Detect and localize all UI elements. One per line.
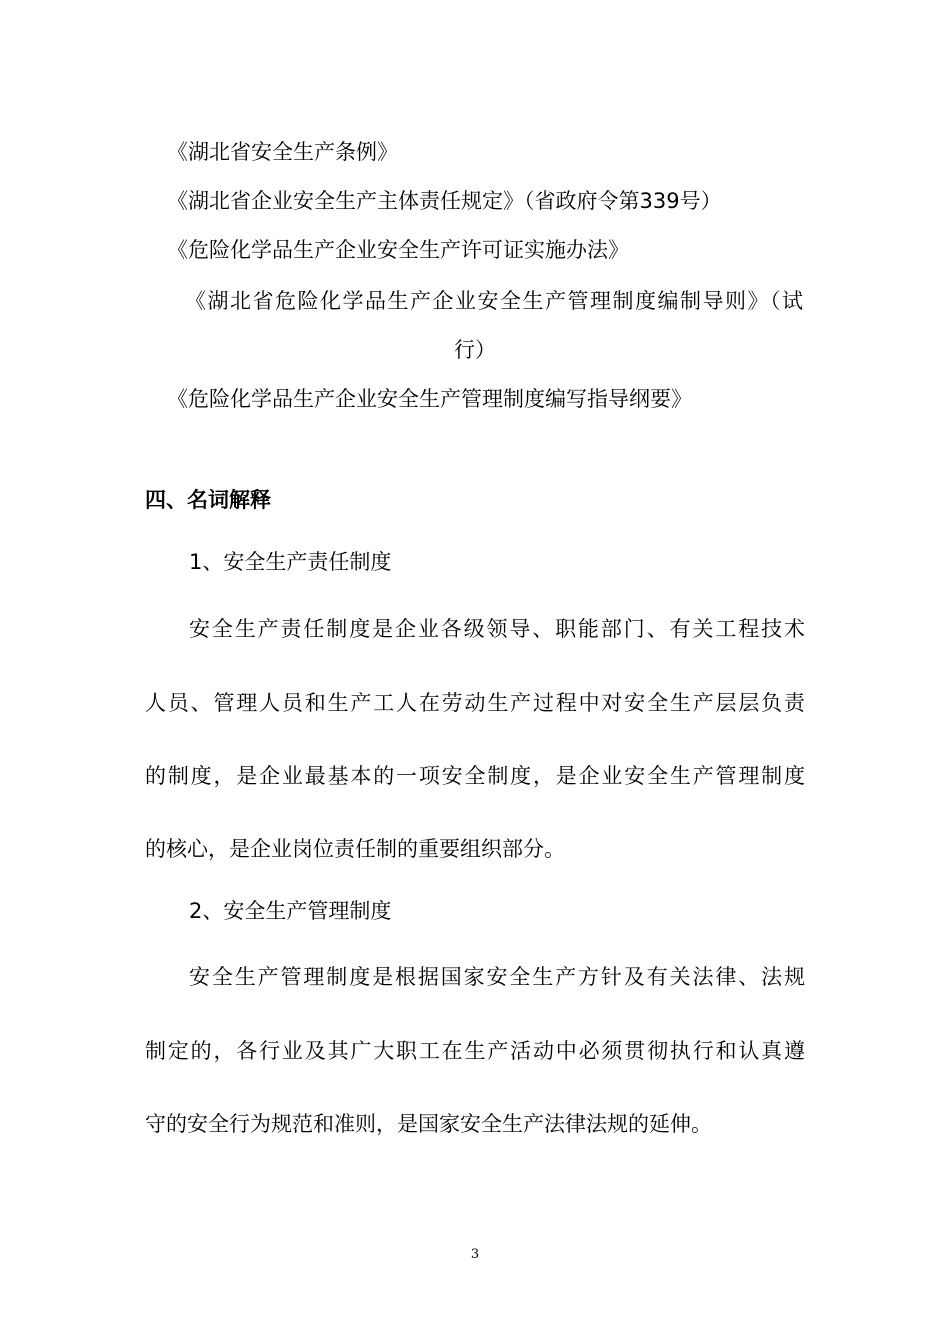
term-title-management-system: 2、安全生产管理制度 [189, 899, 392, 923]
reference-hazardous-chemicals-license: 《危险化学品生产企业安全生产许可证实施办法》 [167, 238, 629, 262]
section-heading: 四、名词解释 [145, 488, 271, 512]
page-number: 3 [470, 1247, 480, 1262]
term-definition-line: 制定的，各行业及其广大职工在生产活动中必须贯彻执行和认真遵 [145, 1039, 805, 1063]
term-title-responsibility-system: 1、安全生产责任制度 [189, 550, 392, 574]
term-definition-line: 守的安全行为规范和准则，是国家安全生产法律法规的延伸。 [145, 1112, 712, 1136]
term-definition-line: 人员、管理人员和生产工人在劳动生产过程中对安全生产层层负责 [145, 691, 805, 715]
reference-hazardous-chemicals-outline: 《危险化学品生产企业安全生产管理制度编写指导纲要》 [167, 387, 692, 411]
reference-hubei-hazardous-guideline: 《湖北省危险化学品生产企业安全生产管理制度编制导则》（试 [185, 289, 803, 313]
reference-hubei-hazardous-guideline-tail: 行） [454, 338, 496, 362]
reference-hubei-enterprise-responsibility: 《湖北省企业安全生产主体责任规定》（省政府令第339号） [167, 189, 722, 213]
term-definition-line: 的制度，是企业最基本的一项安全制度，是企业安全生产管理制度 [145, 764, 805, 788]
term-definition-line: 安全生产管理制度是根据国家安全生产方针及有关法律、法规 [189, 965, 805, 989]
term-definition-line: 的核心，是企业岗位责任制的重要组织部分。 [145, 837, 565, 861]
reference-hubei-safety-regulation: 《湖北省安全生产条例》 [167, 140, 398, 164]
term-definition-line: 安全生产责任制度是企业各级领导、职能部门、有关工程技术 [189, 617, 805, 641]
